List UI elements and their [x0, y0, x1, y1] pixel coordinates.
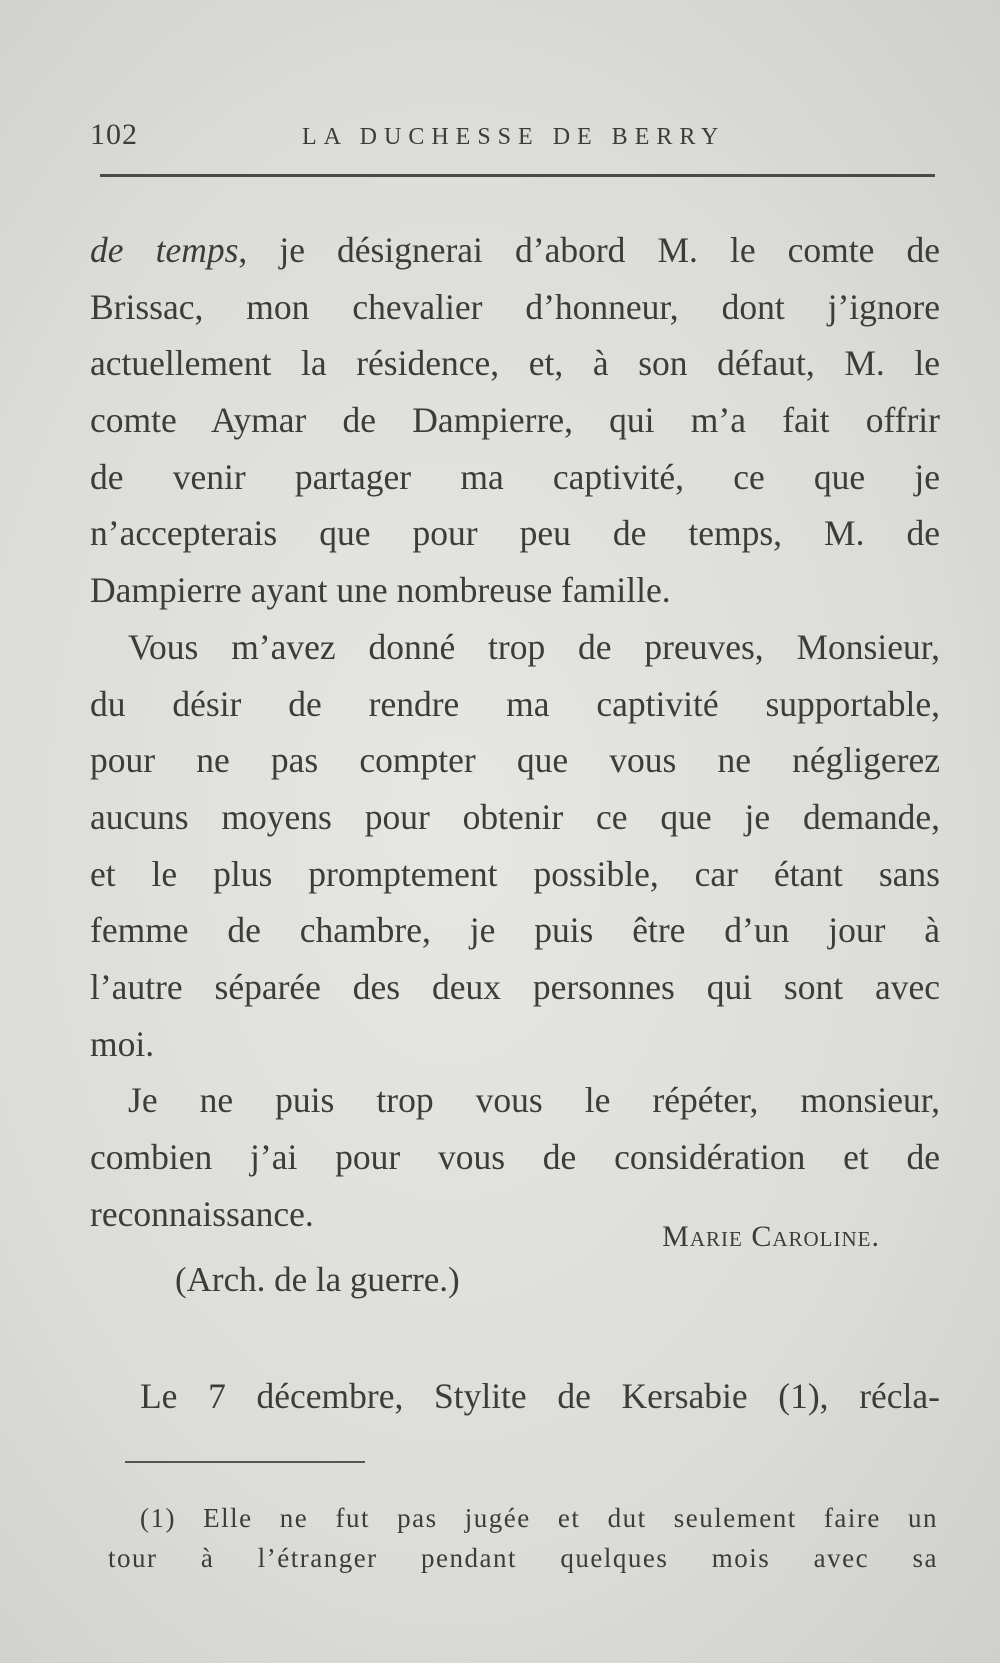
signature: Marie Caroline. — [662, 1220, 880, 1253]
text-line: de venir partager ma captivité, ce que je — [90, 456, 940, 497]
italic-phrase: de temps — [90, 230, 239, 270]
text-line: l’autre séparée des deux personnes qui sont avec — [90, 966, 940, 1007]
text-line: Je ne puis trop vous le répéter, monsieur, — [128, 1080, 940, 1121]
text-line-rest: , je désignerai d’abord M. le comte de — [238, 230, 940, 270]
text-line: aucuns moyens pour obtenir ce que je demande, — [90, 796, 940, 837]
text-line: du désir de rendre ma captivité supportable, — [90, 683, 940, 724]
text-line: Brissac, mon chevalier d’honneur, dont j’ignore — [90, 286, 940, 327]
text-line: actuellement la résidence, et, à son défaut, M. le — [90, 343, 940, 384]
footnote-line: (1) Elle ne fut pas jugée et dut seulement faire un — [140, 1503, 938, 1533]
source-citation: (Arch. de la guerre.) — [175, 1260, 460, 1299]
text-line: reconnaissance. — [90, 1193, 314, 1234]
text-line: Vous m’avez donné trop de preuves, Monsieur, — [128, 626, 940, 667]
header-rule — [100, 174, 935, 177]
running-title: LA DUCHESSE DE BERRY — [302, 124, 726, 150]
footnote-line: tour à l’étranger pendant quelques mois avec sa — [108, 1543, 938, 1573]
text-line: comte Aymar de Dampierre, qui m’a fait offrir — [90, 400, 940, 441]
body-text — [90, 222, 940, 1242]
page-header — [90, 118, 935, 158]
page-number: 102 — [90, 118, 138, 151]
text-line: et le plus promptement possible, car étant sans — [90, 853, 940, 894]
text-line: pour ne pas compter que vous ne négligerez — [90, 740, 940, 781]
text-line: n’accepterais que pour peu de temps, M. de — [90, 513, 940, 554]
text-line: femme de chambre, je puis être d’un jour à — [90, 910, 940, 951]
text-line — [90, 222, 940, 279]
paragraph-start-line: Le 7 décembre, Stylite de Kersabie (1), récla- — [140, 1376, 940, 1416]
footnote — [108, 1498, 938, 1578]
footnote-rule — [125, 1461, 365, 1463]
text-line: combien j’ai pour vous de considération et de — [90, 1137, 940, 1177]
text-line: moi. — [90, 1023, 155, 1064]
text-line: Dampierre ayant une nombreuse famille. — [90, 570, 671, 611]
